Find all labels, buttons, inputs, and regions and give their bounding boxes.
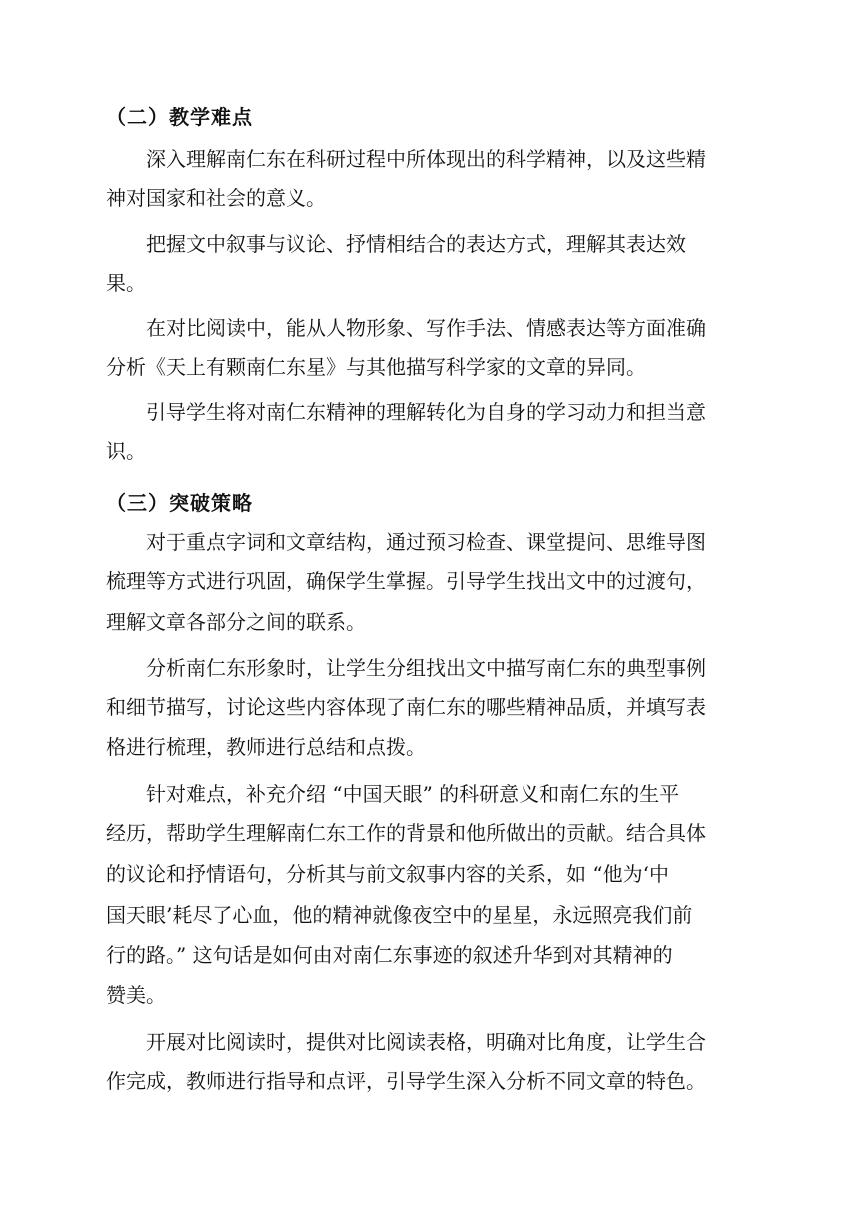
section-heading-difficulties: （二）教学难点 xyxy=(106,105,253,129)
paragraph-line: 行的路。” 这句话是如何由对南仁东事迹的叙述升华到对其精神的 xyxy=(106,943,673,967)
section-heading-strategies: （三）突破策略 xyxy=(106,491,253,515)
paragraph-line: 果。 xyxy=(106,271,146,295)
paragraph-line: 梳理等方式进行巩固，确保学生掌握。引导学生找出文中的过渡句， xyxy=(106,569,706,593)
paragraph-line: 分析南仁东形象时，让学生分组找出文中描写南仁东的典型事例 xyxy=(146,656,706,680)
paragraph-line: 国天眼’耗尽了心血，他的精神就像夜空中的星星，永远照亮我们前 xyxy=(106,903,693,927)
paragraph-line: 对于重点字词和文章结构，通过预习检查、课堂提问、思维导图 xyxy=(146,530,706,554)
paragraph-line: 作完成，教师进行指导和点评，引导学生深入分析不同文章的特色。 xyxy=(106,1069,706,1093)
paragraph-line: 格进行梳理，教师进行总结和点拨。 xyxy=(106,735,426,759)
paragraph-line: 引导学生将对南仁东精神的理解转化为自身的学习动力和担当意 xyxy=(146,400,706,424)
paragraph-line: 赞美。 xyxy=(106,983,166,1007)
paragraph-line: 把握文中叙事与议论、抒情相结合的表达方式，理解其表达效 xyxy=(146,232,686,256)
paragraph-line: 深入理解南仁东在科研过程中所体现出的科学精神，以及这些精 xyxy=(146,147,706,171)
paragraph-line: 理解文章各部分之间的联系。 xyxy=(106,610,366,634)
paragraph-line: 经历，帮助学生理解南仁东工作的背景和他所做出的贡献。结合具体 xyxy=(106,821,706,845)
paragraph-line: 识。 xyxy=(106,439,146,463)
paragraph-line: 在对比阅读中，能从人物形象、写作手法、情感表达等方面准确 xyxy=(146,316,706,340)
paragraph-line: 开展对比阅读时，提供对比阅读表格，明确对比角度，让学生合 xyxy=(146,1030,706,1054)
paragraph-line: 的议论和抒情语句，分析其与前文叙事内容的关系，如 “他为‘中 xyxy=(106,862,669,886)
paragraph-line: 分析《天上有颗南仁东星》与其他描写科学家的文章的异同。 xyxy=(106,355,646,379)
paragraph-line: 神对国家和社会的意义。 xyxy=(106,186,326,210)
paragraph-line: 和细节描写，讨论这些内容体现了南仁东的哪些精神品质，并填写表 xyxy=(106,695,706,719)
paragraph-line: 针对难点，补充介绍 “中国天眼” 的科研意义和南仁东的生平 xyxy=(146,782,680,806)
